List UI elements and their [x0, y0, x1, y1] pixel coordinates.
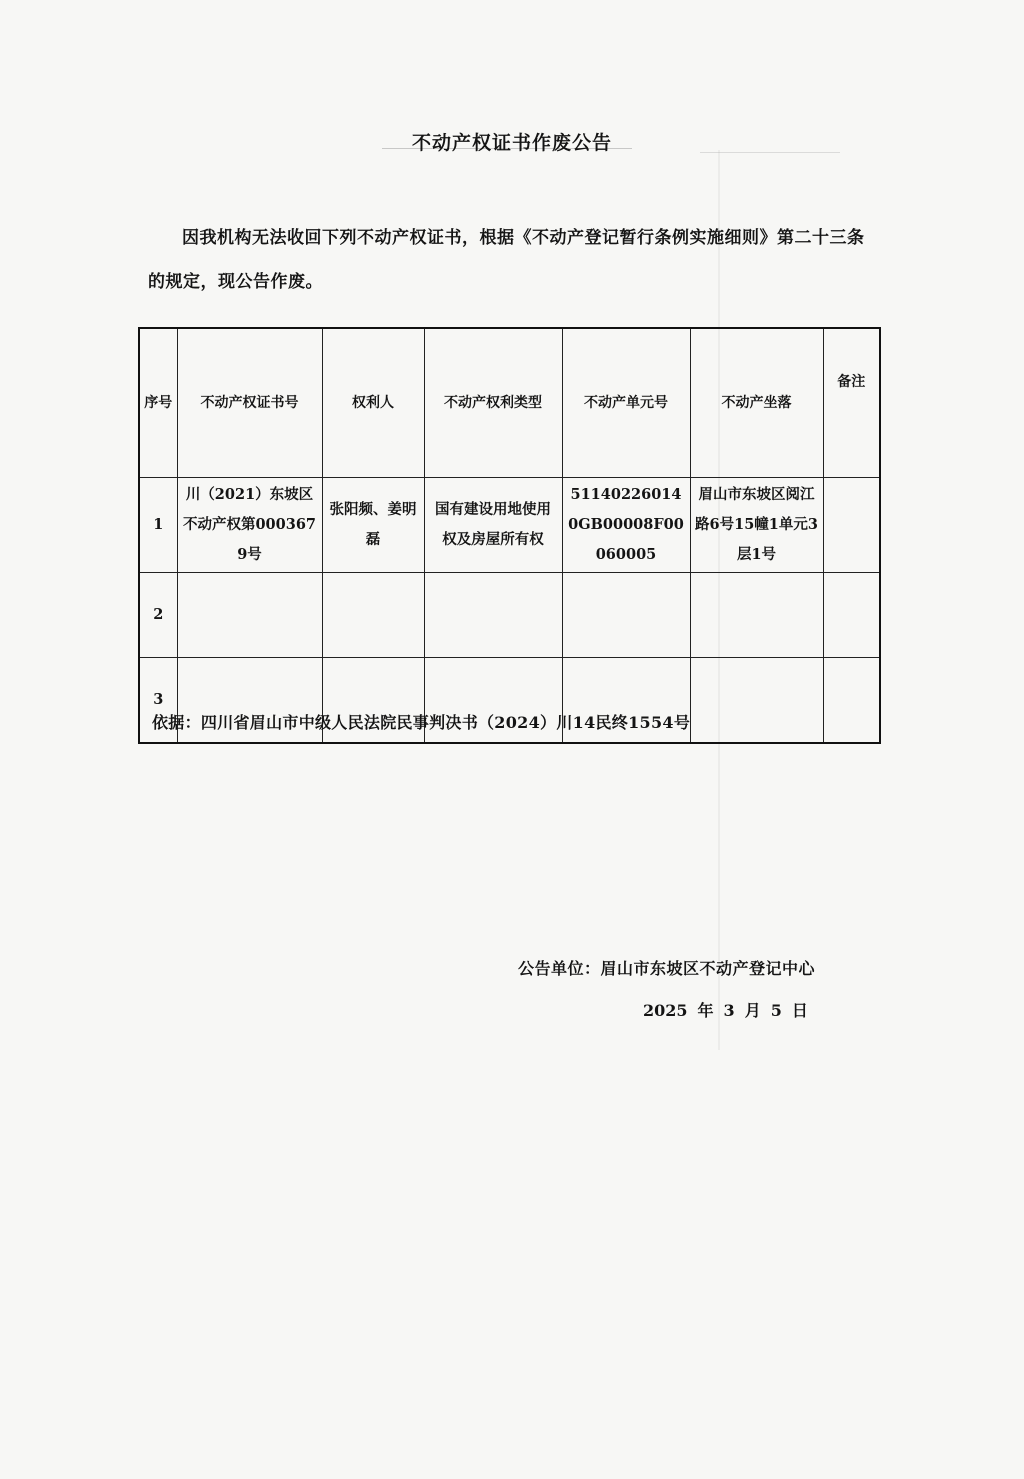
header-cert-no: 不动产权证书号 [177, 328, 322, 478]
cell-owner [322, 573, 424, 658]
issuing-unit: 公告单位：眉山市东坡区不动产登记中心 [518, 959, 816, 978]
cell-unit-no [562, 573, 690, 658]
cell-location [690, 658, 823, 744]
date-month: 3 [723, 1001, 735, 1020]
certificate-table [138, 327, 881, 744]
cell-right-type: 国有建设用地使用权及房屋所有权 [424, 478, 562, 573]
cell-no: 1 [139, 478, 177, 573]
date-day-label: 日 [791, 1001, 808, 1020]
date-day: 5 [770, 1001, 782, 1020]
cell-location: 眉山市东坡区阅江路6号15幢1单元3层1号 [690, 478, 823, 573]
table-row [139, 478, 880, 573]
date-month-label: 月 [744, 1001, 761, 1020]
cell-right-type [424, 573, 562, 658]
legal-basis: 依据：四川省眉山市中级人民法院民事判决书（2024）川14民终1554号 [152, 713, 691, 732]
date-year-label: 年 [697, 1001, 714, 1020]
header-unit-no: 不动产单元号 [562, 328, 690, 478]
cell-unit-no: 511402260140GB00008F00060005 [562, 478, 690, 573]
header-note: 备注 [823, 328, 880, 478]
date-year: 2025 [643, 1001, 688, 1020]
announcement-body: 因我机构无法收回下列不动产权证书，根据《不动产登记暂行条例实施细则》第二十三条的规定，现公告作废。 [148, 228, 865, 292]
header-right-type: 不动产权利类型 [424, 328, 562, 478]
cell-no: 2 [139, 573, 177, 658]
cell-location [690, 573, 823, 658]
header-owner: 权利人 [322, 328, 424, 478]
header-location: 不动产坐落 [690, 328, 823, 478]
cell-cert-no: 川（2021）东坡区不动产权第0003679号 [177, 478, 322, 573]
header-no: 序号 [139, 328, 177, 478]
table-row [139, 573, 880, 658]
cell-owner: 张阳频、姜明磊 [322, 478, 424, 573]
cell-note [823, 478, 880, 573]
cell-cert-no [177, 573, 322, 658]
table-header-row [139, 328, 880, 478]
cell-note [823, 573, 880, 658]
issue-date [643, 998, 818, 1021]
cell-note [823, 658, 880, 744]
cell-no: 3 [139, 658, 177, 744]
page-title: 不动产权证书作废公告 [411, 132, 612, 154]
